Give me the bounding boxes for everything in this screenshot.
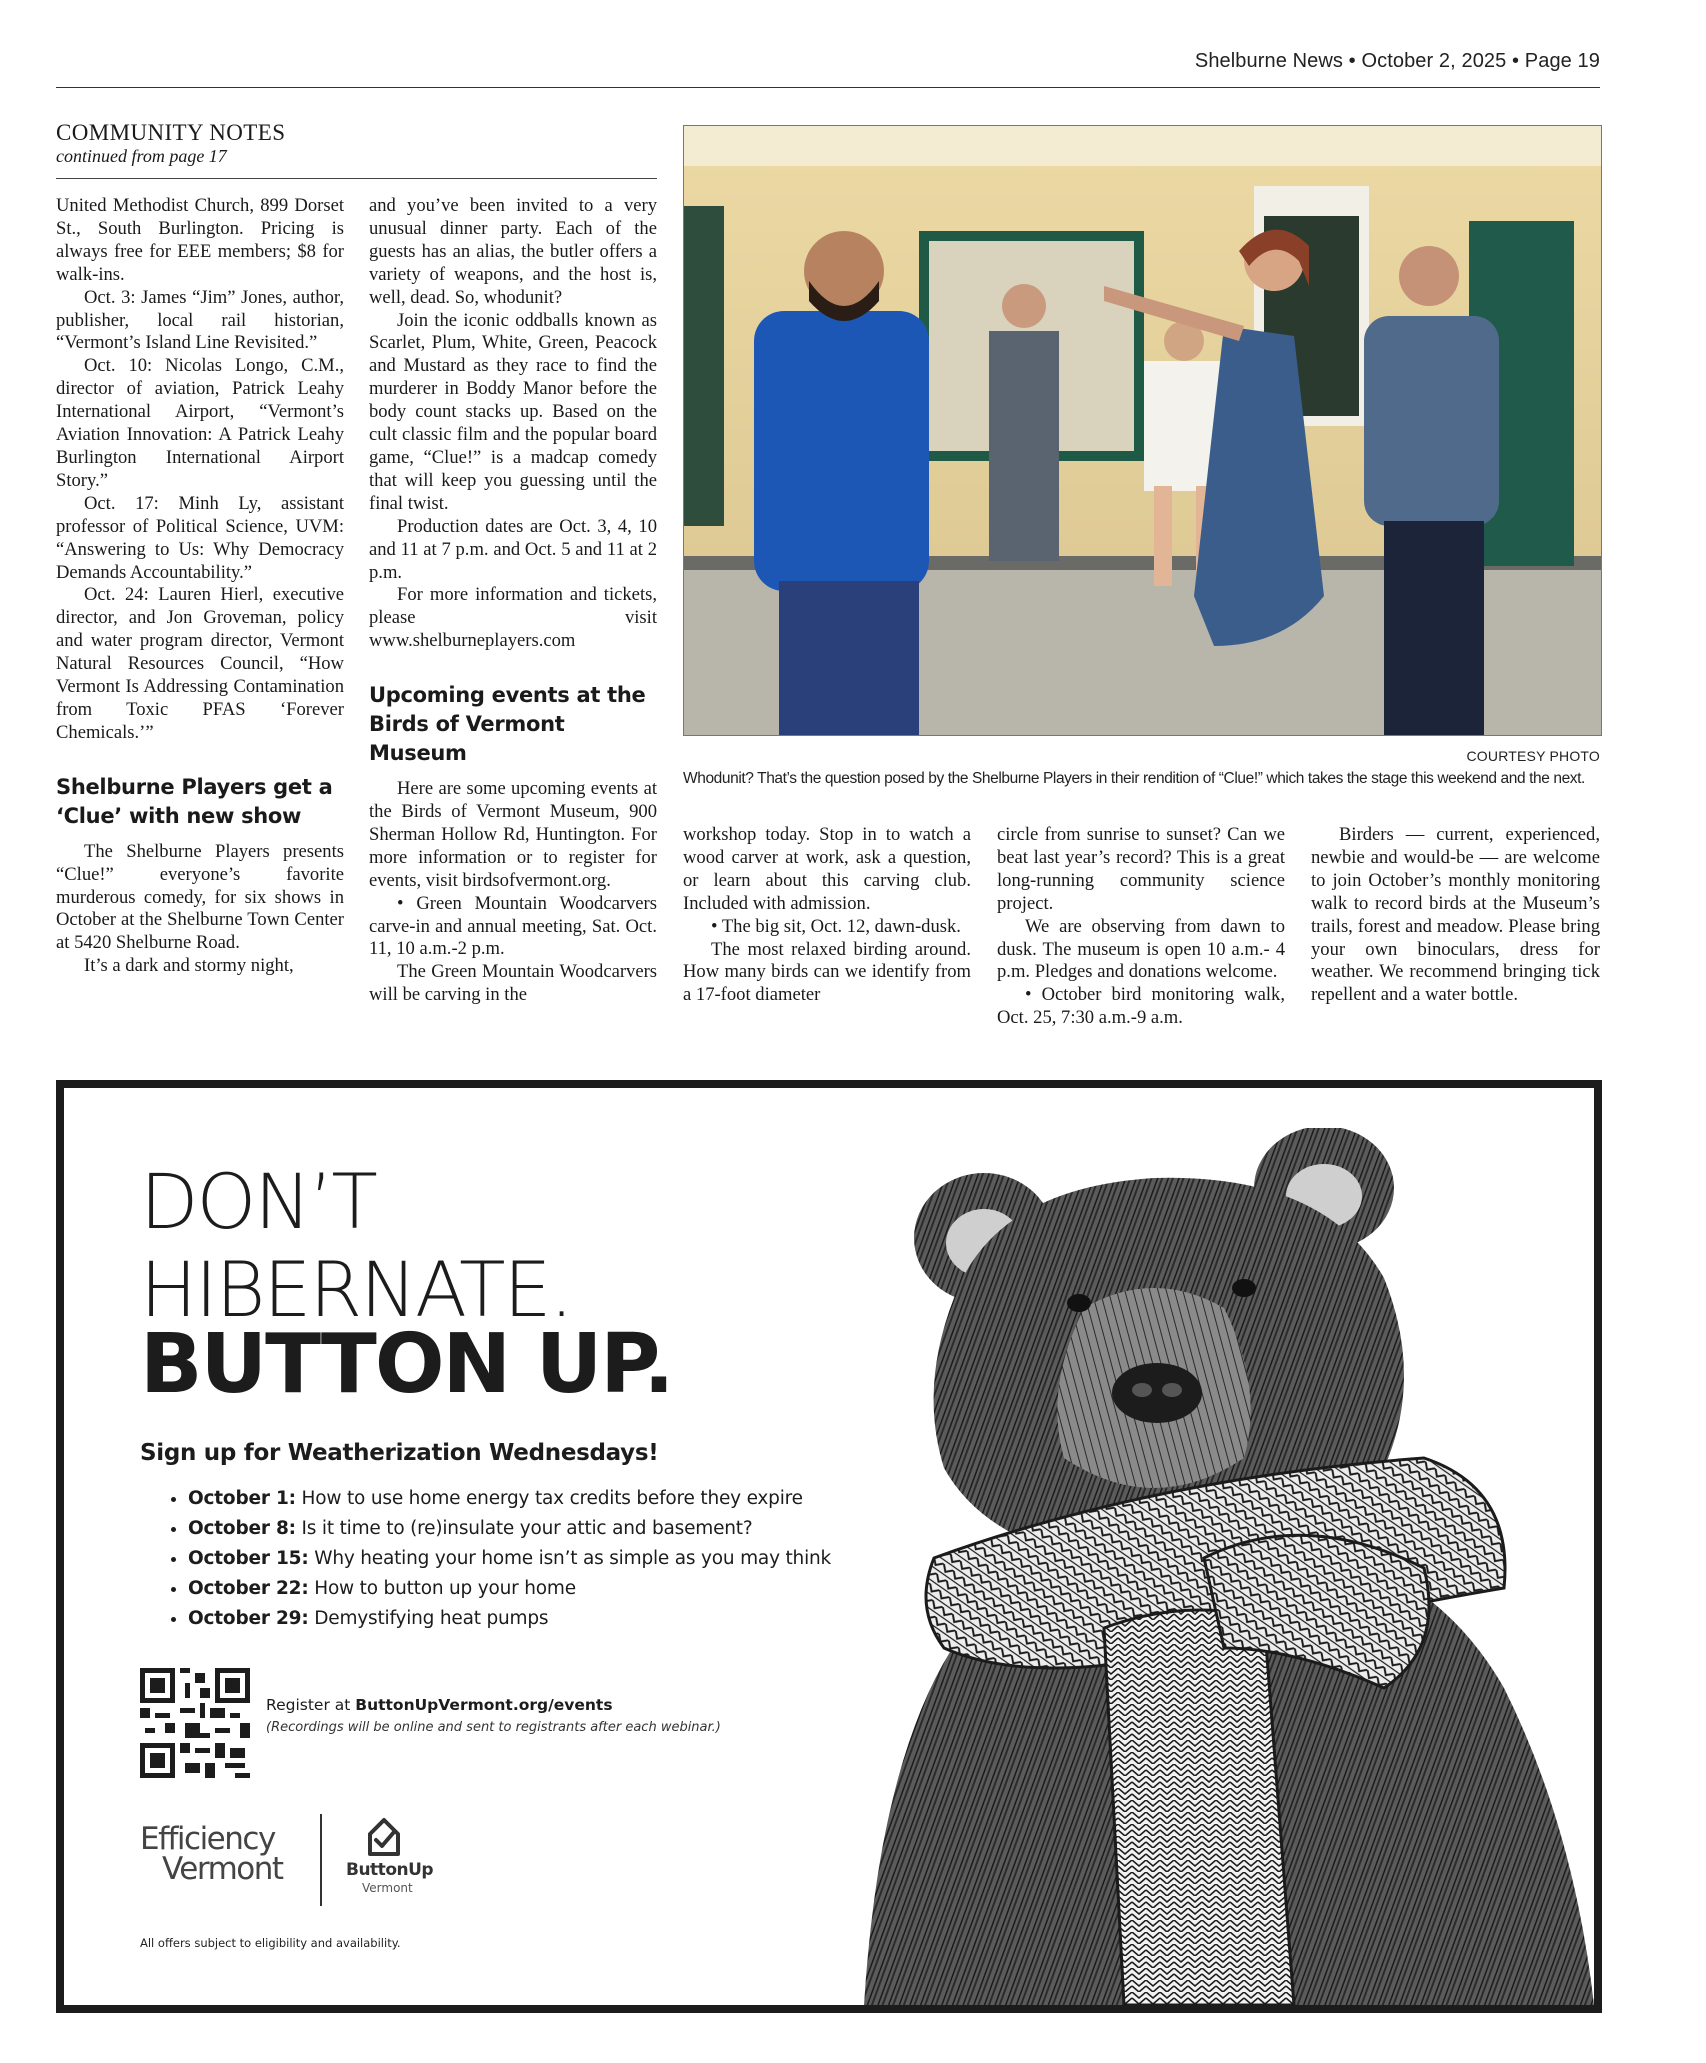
clue-performance-photo	[683, 125, 1602, 736]
register-line	[266, 1696, 613, 1714]
webinar-item: • October 22: How to button up your home	[188, 1574, 831, 1604]
article-headline-birds-museum: Upcoming events at the Birds of Vermont Museum	[369, 683, 646, 766]
paragraph: The Green Mountain Woodcarvers will be carving in the	[369, 961, 657, 1006]
register-url-link[interactable]: ButtonUpVermont.org/events	[355, 1696, 613, 1714]
ad-subheadline: Sign up for Weatherization Wednesdays!	[140, 1440, 659, 1466]
paragraph: • Green Mountain Woodcarvers carve-in and annual meeting, Sat. Oct. 11, 10 a.m.-2 p.m.	[369, 892, 657, 960]
paragraph: • October bird monitoring walk, Oct. 25, 7:30 a.m.-9 a.m.	[997, 984, 1285, 1029]
header-rule	[56, 87, 1600, 88]
article-column-4	[997, 824, 1285, 1030]
paragraph: Oct. 24: Lauren Hierl, executive director, and Jon Groveman, policy and water program director, Vermont Natural Resources Council, “How Vermont Is Addressing Contamination from Toxic PFAS ‘Forever Chemicals.’”	[56, 584, 344, 743]
paragraph: Oct. 3: James “Jim” Jones, author, publisher, local rail historian, “Vermont’s Island Line Revisited.”	[56, 286, 344, 354]
paragraph: Here are some upcoming events at the Birds of Vermont Museum, 900 Sherman Hollow Rd, Huntington. For more information or to register for events, visit birdsofvermont.org.	[369, 778, 657, 891]
logo-efficiency-word: Efficiency	[140, 1821, 275, 1857]
article-column-1	[56, 195, 344, 978]
ad-headline-line-1: DON’T	[140, 1157, 376, 1246]
button-up-advertisement	[56, 1080, 1602, 2013]
article-headline-shelburne-players: Shelburne Players get a ‘Clue’ with new show	[56, 774, 333, 828]
paragraph: Birders — current, experienced, newbie and would-be — are welcome to join October’s monthly monitoring walk to record birds at the Museum’s trails, forest and meadow. Please bring your own binoculars, dress for weather. We recommend bringing tick repellent and a water bottle.	[1311, 824, 1600, 1006]
paragraph: Production dates are Oct. 3, 4, 10 and 11 at 7 p.m. and Oct. 5 and 11 at 2 p.m.	[369, 515, 657, 583]
paragraph: For more information and tickets, please visit www.shelburneplayers.com	[369, 584, 657, 652]
button-up-logo-subtext: Vermont	[362, 1881, 413, 1895]
photo-caption: Whodunit? That’s the question posed by the Shelburne Players in their rendition of “Clue!” which takes the stage this weekend and the next.	[683, 770, 1585, 787]
webinar-item: • October 15: Why heating your home isn’t as simple as you may think	[188, 1544, 831, 1574]
paragraph: United Methodist Church, 899 Dorset St., South Burlington. Pricing is always free for EEE members; $8 for walk-ins.	[56, 195, 344, 285]
paragraph: We are observing from dawn to dusk. The museum is open 10 a.m.- 4 p.m. Pledges and donations welcome.	[997, 915, 1285, 983]
button-up-logo-text: ButtonUp	[346, 1860, 434, 1880]
paragraph: The Shelburne Players presents “Clue!” everyone’s favorite murderous comedy, for six shows in October at the Shelburne Town Center at 5420 Shelburne Road.	[56, 840, 344, 954]
ad-headline-light	[140, 1158, 572, 1334]
paragraph: • The big sit, Oct. 12, dawn-dusk.	[711, 915, 961, 937]
webinar-list	[158, 1484, 831, 1634]
efficiency-vermont-logo	[140, 1821, 283, 1887]
register-prefix: Register at	[266, 1696, 356, 1714]
paragraph: workshop today. Stop in to watch a wood carver at work, ask a question, or learn about this carving club. Included with admission.	[683, 824, 971, 914]
logo-divider	[320, 1814, 322, 1906]
webinar-item: • October 8: Is it time to (re)insulate your attic and basement?	[188, 1514, 831, 1544]
ad-headline-line-2: HIBERNATE.	[140, 1245, 572, 1334]
page-header: Shelburne News • October 2, 2025 • Page 19	[1194, 50, 1600, 72]
paragraph: circle from sunrise to sunset? Can we beat last year’s record? This is a great long-running community science project.	[997, 824, 1285, 914]
article-column-5	[1311, 824, 1600, 1007]
webinar-item: • October 29: Demystifying heat pumps	[188, 1604, 831, 1634]
photo-credit: COURTESY PHOTO	[1466, 748, 1600, 764]
paragraph: It’s a dark and stormy night,	[84, 955, 294, 977]
paragraph: and you’ve been invited to a very unusual dinner party. Each of the guests has an alias, the butler offers a variety of weapons, and the host is, well, dead. So, whodunit?	[369, 195, 657, 308]
bear-in-scarf-illustration	[824, 1128, 1594, 2005]
register-note: (Recordings will be online and sent to registrants after each webinar.)	[266, 1720, 721, 1735]
article-column-2	[369, 195, 657, 1007]
qr-code[interactable]	[140, 1668, 250, 1778]
section-title: COMMUNITY NOTES	[56, 120, 286, 145]
house-check-icon	[364, 1814, 404, 1858]
paragraph: Join the iconic oddballs known as Scarlet, Plum, White, Green, Peacock and Mustard as they race to find the murderer in Boddy Manor before the body count stacks up. Based on the cult classic film and the popular board game, “Clue!” is a madcap comedy that will keep you guessing until the final twist.	[369, 309, 657, 514]
logo-vermont-word: Vermont	[162, 1851, 283, 1887]
paragraph: Oct. 10: Nicolas Longo, C.M., director of aviation, Patrick Leahy International Airport, “Vermont’s Aviation Innovation: A Patrick Leahy Burlington International Airport Story.”	[56, 355, 344, 491]
ad-headline-bold: BUTTON UP.	[140, 1317, 673, 1412]
article-column-3	[683, 824, 971, 1007]
section-continued: continued from page 17	[56, 146, 227, 166]
webinar-item: • October 1: How to use home energy tax credits before they expire	[188, 1484, 831, 1514]
ad-disclaimer: All offers subject to eligibility and availability.	[140, 1936, 401, 1950]
paragraph: Oct. 17: Minh Ly, assistant professor of Political Science, UVM: “Answering to Us: Why Democracy Demands Accountability.”	[56, 492, 344, 583]
section-rule	[56, 178, 657, 179]
paragraph: The most relaxed birding around. How many birds can we identify from a 17-foot diameter	[683, 938, 971, 1006]
